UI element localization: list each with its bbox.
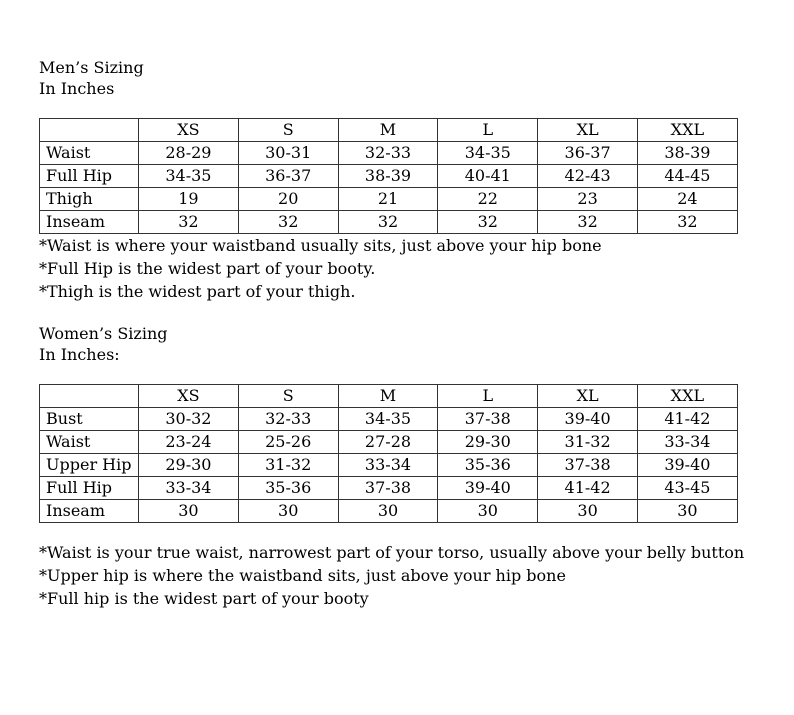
table-cell: 38-39 bbox=[338, 165, 438, 188]
size-header-xl: XL bbox=[538, 119, 638, 142]
table-cell: 34-35 bbox=[438, 142, 538, 165]
table-row bbox=[40, 477, 738, 500]
table-cell: 32 bbox=[637, 211, 737, 234]
table-cell: 37-38 bbox=[538, 454, 638, 477]
mens-notes bbox=[39, 234, 602, 303]
size-header-s: S bbox=[238, 385, 338, 408]
note-line: *Upper hip is where the waistband sits, just above your hip bone bbox=[39, 566, 566, 585]
row-label: Inseam bbox=[40, 211, 139, 234]
table-cell: 38-39 bbox=[637, 142, 737, 165]
table-cell: 32 bbox=[238, 211, 338, 234]
table-cell: 30-31 bbox=[238, 142, 338, 165]
mens-size-table bbox=[39, 118, 738, 234]
size-header-xs: XS bbox=[139, 385, 239, 408]
table-cell: 30 bbox=[438, 500, 538, 523]
size-header-s: S bbox=[238, 119, 338, 142]
table-cell: 32-33 bbox=[238, 408, 338, 431]
womens-title: Women’s Sizing bbox=[39, 324, 168, 343]
size-header-m: M bbox=[338, 385, 438, 408]
table-cell: 34-35 bbox=[139, 165, 239, 188]
row-label: Upper Hip bbox=[40, 454, 139, 477]
table-cell: 34-35 bbox=[338, 408, 438, 431]
table-cell: 30 bbox=[238, 500, 338, 523]
table-cell: 35-36 bbox=[238, 477, 338, 500]
table-row bbox=[40, 142, 738, 165]
table-cell: 30 bbox=[338, 500, 438, 523]
womens-subtitle: In Inches: bbox=[39, 345, 120, 364]
table-row bbox=[40, 211, 738, 234]
table-row bbox=[40, 500, 738, 523]
womens-notes bbox=[39, 541, 744, 610]
table-cell: 36-37 bbox=[238, 165, 338, 188]
table-cell: 31-32 bbox=[238, 454, 338, 477]
table-cell: 30 bbox=[538, 500, 638, 523]
table-cell: 43-45 bbox=[637, 477, 737, 500]
table-cell: 33-34 bbox=[338, 454, 438, 477]
table-cell: 39-40 bbox=[538, 408, 638, 431]
table-cell: 35-36 bbox=[438, 454, 538, 477]
corner-cell bbox=[40, 119, 139, 142]
table-cell: 39-40 bbox=[637, 454, 737, 477]
mens-subtitle: In Inches bbox=[39, 79, 115, 98]
size-header-xxl: XXL bbox=[637, 385, 737, 408]
note-line: *Waist is where your waistband usually sits, just above your hip bone bbox=[39, 236, 602, 255]
table-cell: 20 bbox=[238, 188, 338, 211]
table-cell: 32 bbox=[538, 211, 638, 234]
note-line: *Thigh is the widest part of your thigh. bbox=[39, 282, 356, 301]
size-header-xs: XS bbox=[139, 119, 239, 142]
table-cell: 37-38 bbox=[438, 408, 538, 431]
table-row bbox=[40, 188, 738, 211]
row-label: Inseam bbox=[40, 500, 139, 523]
table-cell: 22 bbox=[438, 188, 538, 211]
table-row bbox=[40, 454, 738, 477]
corner-cell bbox=[40, 385, 139, 408]
table-cell: 25-26 bbox=[238, 431, 338, 454]
table-cell: 30 bbox=[139, 500, 239, 523]
table-cell: 27-28 bbox=[338, 431, 438, 454]
table-cell: 23-24 bbox=[139, 431, 239, 454]
table-cell: 33-34 bbox=[139, 477, 239, 500]
note-line: *Full hip is the widest part of your booty bbox=[39, 589, 369, 608]
size-header-m: M bbox=[338, 119, 438, 142]
table-row bbox=[40, 408, 738, 431]
size-header-xl: XL bbox=[538, 385, 638, 408]
table-cell: 29-30 bbox=[139, 454, 239, 477]
size-header-l: L bbox=[438, 119, 538, 142]
table-cell: 37-38 bbox=[338, 477, 438, 500]
row-label: Full Hip bbox=[40, 477, 139, 500]
womens-heading bbox=[39, 323, 168, 365]
table-cell: 42-43 bbox=[538, 165, 638, 188]
size-header-xxl: XXL bbox=[637, 119, 737, 142]
row-label: Waist bbox=[40, 142, 139, 165]
table-cell: 29-30 bbox=[438, 431, 538, 454]
table-cell: 24 bbox=[637, 188, 737, 211]
table-cell: 21 bbox=[338, 188, 438, 211]
table-cell: 28-29 bbox=[139, 142, 239, 165]
table-cell: 36-37 bbox=[538, 142, 638, 165]
table-cell: 30 bbox=[637, 500, 737, 523]
table-cell: 31-32 bbox=[538, 431, 638, 454]
table-header-row bbox=[40, 385, 738, 408]
table-cell: 32 bbox=[338, 211, 438, 234]
table-cell: 40-41 bbox=[438, 165, 538, 188]
table-header-row bbox=[40, 119, 738, 142]
mens-heading bbox=[39, 57, 144, 99]
table-cell: 32-33 bbox=[338, 142, 438, 165]
row-label: Bust bbox=[40, 408, 139, 431]
note-line: *Full Hip is the widest part of your booty. bbox=[39, 259, 376, 278]
note-line: *Waist is your true waist, narrowest part of your torso, usually above your belly button bbox=[39, 543, 745, 562]
womens-size-table bbox=[39, 384, 738, 523]
table-cell: 41-42 bbox=[637, 408, 737, 431]
table-cell: 33-34 bbox=[637, 431, 737, 454]
row-label: Thigh bbox=[40, 188, 139, 211]
table-cell: 19 bbox=[139, 188, 239, 211]
table-cell: 32 bbox=[438, 211, 538, 234]
row-label: Full Hip bbox=[40, 165, 139, 188]
mens-title: Men’s Sizing bbox=[39, 58, 144, 77]
table-cell: 44-45 bbox=[637, 165, 737, 188]
table-cell: 32 bbox=[139, 211, 239, 234]
table-row bbox=[40, 165, 738, 188]
table-row bbox=[40, 431, 738, 454]
row-label: Waist bbox=[40, 431, 139, 454]
table-cell: 23 bbox=[538, 188, 638, 211]
table-cell: 41-42 bbox=[538, 477, 638, 500]
table-cell: 39-40 bbox=[438, 477, 538, 500]
table-cell: 30-32 bbox=[139, 408, 239, 431]
size-header-l: L bbox=[438, 385, 538, 408]
